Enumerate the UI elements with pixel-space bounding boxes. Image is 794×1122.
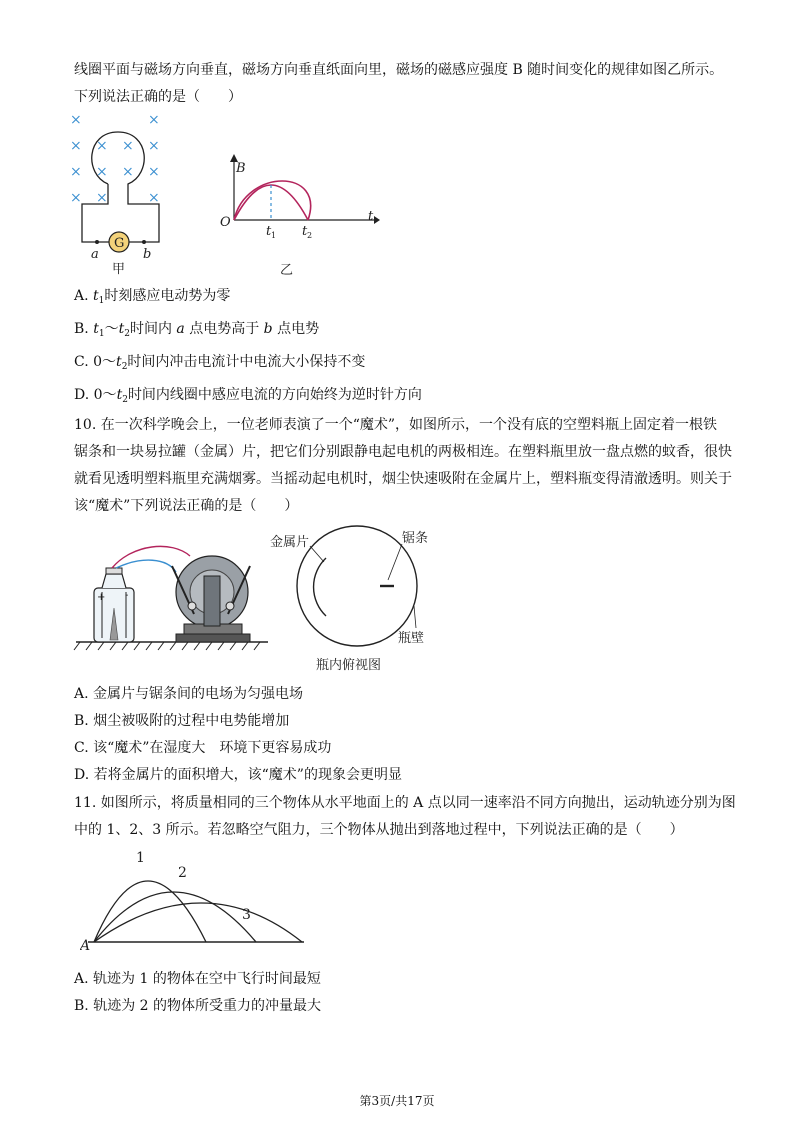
option-text: 点电势高于 <box>184 321 264 337</box>
q10-option-c: C. 该“魔术”在湿度大 环境下更容易成功 <box>74 740 332 756</box>
subscript: 2 <box>122 395 128 405</box>
q9-option-c <box>74 353 365 376</box>
plus-sign: + <box>97 592 106 603</box>
symbol-t: t <box>118 321 125 337</box>
trajectory-3-label: 3 <box>242 907 251 923</box>
cross-mark: × <box>122 138 134 154</box>
symbol-b: b <box>263 321 273 337</box>
q11-option-b: B. 轨迹为 2 的物体所受重力的冲量最大 <box>74 998 321 1014</box>
q9-stem-line2: 下列说法正确的是（ ） <box>74 89 242 105</box>
option-prefix: B. <box>74 321 89 337</box>
q9-figure-jia <box>64 106 174 276</box>
q11-stem-line1: 11. 如图所示，将质量相同的三个物体从水平地面上的 A 点以同一速率沿不同方向抛出，运动轨迹分别为图 <box>74 795 736 811</box>
cross-mark: × <box>148 190 160 206</box>
option-text: 时刻感应电动势为零 <box>104 288 231 304</box>
q9-option-d <box>74 386 422 409</box>
cross-mark: × <box>70 138 82 154</box>
q9-stem-line1: 线圈平面与磁场方向垂直，磁场方向垂直纸面向里，磁场的磁感应强度 B 随时间变化的规律如图乙所示。 <box>74 62 724 78</box>
subscript: 1 <box>98 329 105 339</box>
cross-mark: × <box>148 138 160 154</box>
symbol-t: t <box>116 387 123 403</box>
q9-option-b <box>74 320 319 343</box>
q10-option-a: A. 金属片与锯条间的电场为匀强电场 <box>74 686 304 702</box>
option-text: 时间内 <box>129 321 177 337</box>
q10-figure-apparatus <box>72 530 272 654</box>
cross-mark: × <box>96 164 108 180</box>
t1-label: t <box>266 224 272 239</box>
cross-mark: × <box>96 190 108 206</box>
subscript: 1 <box>98 296 105 306</box>
minus-sign: - <box>125 590 129 601</box>
q10-stem-line1: 10. 在一次科学晚会上，一位老师表演了一个“魔术”，如图所示，一个没有底的空塑料瓶上固定着一根铁 <box>74 417 718 433</box>
trajectory-1-label: 1 <box>136 850 145 866</box>
option-text: 时间内线圈中感应电流的方向始终为逆时针方向 <box>127 387 422 403</box>
q10-option-d: D. 若将金属片的面积增大，该“魔术”的现象会更明显 <box>74 767 402 783</box>
subscript: 2 <box>124 329 130 339</box>
caption-top-view: 瓶内俯视图 <box>316 658 382 673</box>
q9-option-a <box>74 287 230 310</box>
q10-option-b: B. 烟尘被吸附的过程中电势能增加 <box>74 713 290 729</box>
t2-sub: 2 <box>307 231 313 240</box>
axis-y-label: B <box>236 161 246 176</box>
origin-label: O <box>220 215 231 230</box>
label-saw-blade: 锯条 <box>402 531 429 546</box>
caption-yi: 乙 <box>280 263 294 278</box>
q9-figure-yi <box>216 150 386 278</box>
q11-stem-line2: 中的 1、2、3 所示。若忽略空气阻力，三个物体从抛出到落地过程中，下列说法正确的是（ ） <box>74 822 684 838</box>
cross-mark: × <box>70 112 82 128</box>
cross-mark: × <box>148 164 160 180</box>
q11-option-a: A. 轨迹为 1 的物体在空中飞行时间最短 <box>74 971 321 987</box>
label-metal-sheet: 金属片 <box>270 535 310 550</box>
range-start: 0～ <box>93 387 117 403</box>
t2-label: t <box>302 224 308 239</box>
page-footer: 第3页/共17页 <box>359 1094 435 1108</box>
cross-mark: × <box>148 112 160 128</box>
option-text: 点电势 <box>272 321 320 337</box>
t1-sub: 1 <box>271 231 277 240</box>
symbol-a: a <box>176 321 185 337</box>
axis-x-label: t <box>368 209 374 224</box>
point-a-label: A <box>80 938 91 954</box>
label-a: a <box>91 247 99 262</box>
option-prefix: D. <box>74 387 90 403</box>
q10-stem-line2: 锯条和一块易拉罐（金属）片，把它们分别跟静电起电机的两极相连。在塑料瓶里放一盘点燃的蚊香，很快 <box>74 444 732 460</box>
cross-mark: × <box>70 164 82 180</box>
range-start: 0～ <box>93 354 117 370</box>
galvanometer-label: G <box>114 236 125 251</box>
q10-stem-line3: 就看见透明塑料瓶里充满烟雾。当摇动起电机时，烟尘快速吸附在金属片上，塑料瓶变得清澈透明。则关于 <box>74 471 732 487</box>
label-b: b <box>143 247 152 262</box>
q11-figure-trajectories <box>80 846 310 956</box>
range-sign: ～ <box>104 321 119 337</box>
symbol-t: t <box>93 321 99 337</box>
subscript: 2 <box>121 362 128 372</box>
caption-jia: 甲 <box>112 262 126 276</box>
q10-stem-line4: 该“魔术”下列说法正确的是（ ） <box>74 498 299 514</box>
q10-figure-top-view <box>264 524 434 676</box>
cross-mark: × <box>96 138 108 154</box>
trajectory-2-label: 2 <box>178 865 187 881</box>
option-prefix: A. <box>74 288 89 304</box>
option-text: 时间内冲击电流计中电流大小保持不变 <box>127 354 366 370</box>
label-bottle-wall: 瓶壁 <box>398 631 425 646</box>
symbol-t: t <box>93 288 99 304</box>
cross-mark: × <box>122 164 134 180</box>
cross-mark: × <box>70 190 82 206</box>
symbol-t: t <box>116 354 122 370</box>
option-prefix: C. <box>74 354 89 370</box>
